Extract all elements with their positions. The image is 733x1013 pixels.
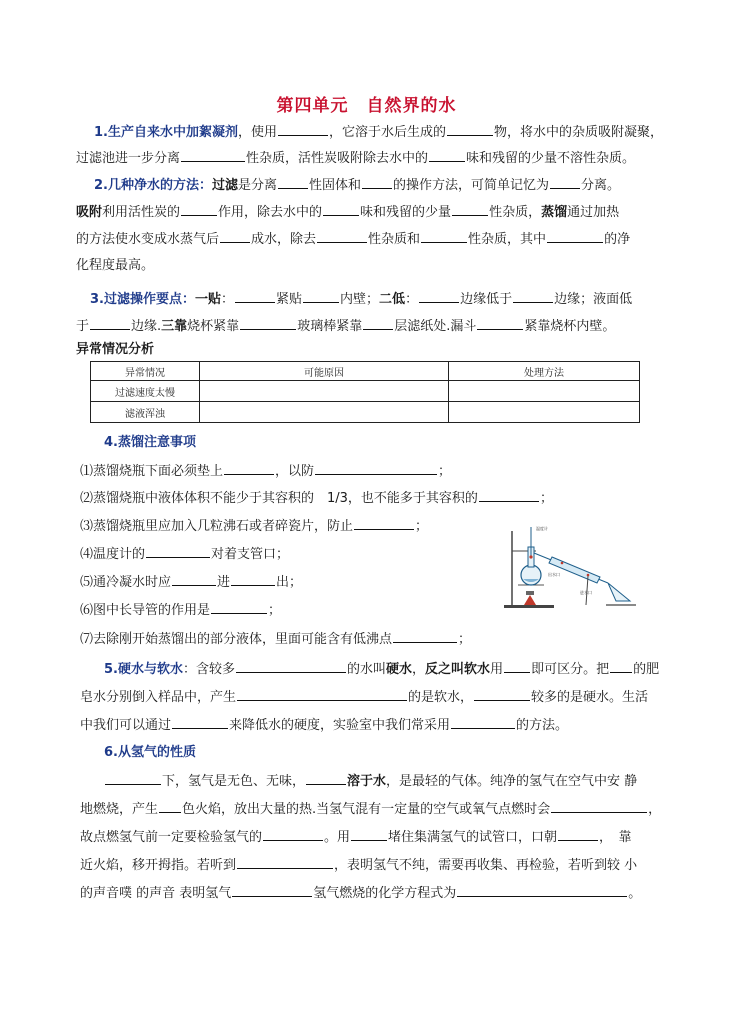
s5-line-3: 中我们可以通过 来降低水的硬度，实验室中我们常采用 的方法。 bbox=[80, 718, 569, 733]
blank[interactable] bbox=[504, 660, 530, 673]
s3-line-1: 3.过滤操作要点：一贴： 紧贴 内壁；二低： 边缘低于 边缘；液面低 bbox=[90, 292, 633, 307]
s2-line-4: 化程度最高。 bbox=[76, 258, 155, 273]
blank[interactable] bbox=[235, 290, 275, 303]
blank[interactable] bbox=[224, 462, 274, 475]
s6-line-5: 的声音噗 的声音 表明氢气 氢气燃烧的化学方程式为 。 bbox=[80, 886, 642, 901]
blank[interactable] bbox=[479, 489, 539, 502]
blank[interactable] bbox=[550, 176, 580, 189]
blank[interactable] bbox=[240, 317, 296, 330]
blank[interactable] bbox=[551, 800, 647, 813]
blank[interactable] bbox=[452, 203, 488, 216]
table-cell-answer[interactable] bbox=[200, 402, 449, 423]
blank[interactable] bbox=[237, 688, 407, 701]
blank[interactable] bbox=[323, 203, 359, 216]
s4-heading: 4.蒸馏注意事项 bbox=[104, 435, 196, 450]
s4-item-3: ⑶蒸馏烧瓶里应加入几粒沸石或者碎瓷片，防止 ； bbox=[80, 519, 429, 534]
thermometer-bulb bbox=[529, 555, 532, 558]
blank[interactable] bbox=[393, 630, 457, 643]
table-cell-answer[interactable] bbox=[200, 381, 449, 402]
blank[interactable] bbox=[457, 884, 627, 897]
s2-line-1: 2.几种净水的方法：过滤是分离 性固体和 的操作方法，可简单记忆为 分离。 bbox=[94, 178, 621, 193]
table-row bbox=[91, 402, 640, 423]
blank[interactable] bbox=[220, 230, 250, 243]
s2-line-3: 的方法使水变成水蒸气后 成水，除去 性杂质和 性杂质，其中 的净 bbox=[76, 232, 631, 247]
table-header-cell: 异常情况 bbox=[91, 362, 200, 381]
blank[interactable] bbox=[419, 290, 459, 303]
s4-item-1: ⑴蒸馏烧瓶下面必须垫上 ，以防 ； bbox=[80, 464, 452, 479]
condenser-port bbox=[587, 574, 590, 577]
blank[interactable] bbox=[474, 688, 530, 701]
blank[interactable] bbox=[231, 573, 275, 586]
blank[interactable] bbox=[351, 828, 387, 841]
blank[interactable] bbox=[306, 772, 346, 785]
blank[interactable] bbox=[146, 545, 210, 558]
blank[interactable] bbox=[90, 317, 130, 330]
s6-line-4: 近火焰，移开拇指。若听到 ，表明氢气不纯，需要再收集、再检验，若听到较 小 bbox=[80, 858, 638, 873]
s3-line-2: 于 边缘.三靠烧杯紧靠 玻璃棒紧靠 层滤纸处.漏斗 紧靠烧杯内壁。 bbox=[76, 319, 616, 334]
blank[interactable] bbox=[558, 828, 598, 841]
blank[interactable] bbox=[477, 317, 523, 330]
blank[interactable] bbox=[232, 884, 312, 897]
table-cell: 过滤速度太慢 bbox=[91, 381, 200, 402]
blank[interactable] bbox=[317, 230, 367, 243]
s6-line-1: 下，氢气是无色、无味， 溶于水，是最轻的气体。纯净的氢气在空气中安 静 bbox=[104, 772, 637, 791]
blank[interactable] bbox=[159, 800, 181, 813]
blank[interactable] bbox=[451, 716, 515, 729]
label-thermometer: 温度计 bbox=[536, 526, 548, 531]
label-water-outlet: 出水口 bbox=[548, 572, 560, 577]
table-cell-answer[interactable] bbox=[449, 381, 640, 402]
s5-line-2: 皂水分别倒入样品中，产生 的是软水， 较多的是硬水。生活 bbox=[80, 690, 649, 705]
s1-line-1: 1.生产自来水中加絮凝剂，使用 ，它溶于水后生成的 物，将水中的杂质吸附凝聚， bbox=[94, 125, 664, 140]
blank[interactable] bbox=[236, 660, 346, 673]
s6-heading: 6.从氢气的性质 bbox=[104, 745, 196, 760]
blank[interactable] bbox=[429, 149, 465, 162]
blank[interactable] bbox=[447, 123, 493, 136]
s1-line-2: 过滤池进一步分离 性杂质，活性炭吸附除去水中的 味和残留的少量不溶性杂质。 bbox=[76, 151, 636, 166]
distillation-apparatus-diagram bbox=[490, 521, 640, 611]
page-title: 第四单元 自然界的水 bbox=[276, 96, 457, 116]
blank[interactable] bbox=[211, 601, 267, 614]
s4-item-5: ⑸通冷凝水时应 进 出； bbox=[80, 575, 303, 590]
burner-flame bbox=[524, 595, 536, 605]
table-header-row bbox=[91, 362, 640, 381]
blank[interactable] bbox=[315, 462, 437, 475]
table-cell: 滤液浑浊 bbox=[91, 402, 200, 423]
blank[interactable] bbox=[105, 772, 161, 785]
s2-line-2: 吸附利用活性炭的 作用，除去水中的 味和残留的少量 性杂质，蒸馏通过加热 bbox=[76, 205, 620, 220]
receiving-flask bbox=[608, 583, 630, 601]
blank[interactable] bbox=[303, 290, 339, 303]
s4-item-4: ⑷温度计的 对着支管口； bbox=[80, 547, 290, 562]
blank[interactable] bbox=[610, 660, 632, 673]
s1-heading: 1.生产自来水中加絮凝剂 bbox=[94, 125, 238, 140]
s6-line-3: 故点燃氢气前一定要检验氢气的 。用 堵住集满氢气的试管口，口朝 ， 靠 bbox=[80, 830, 632, 845]
blank[interactable] bbox=[172, 573, 216, 586]
s2-heading: 2.几种净水的方法： bbox=[94, 178, 212, 193]
blank[interactable] bbox=[172, 716, 228, 729]
table-header-cell: 处理方法 bbox=[449, 362, 640, 381]
blank[interactable] bbox=[362, 176, 392, 189]
s4-item-7: ⑺去除刚开始蒸馏出的部分液体，里面可能含有低沸点 ； bbox=[80, 632, 472, 647]
blank[interactable] bbox=[547, 230, 603, 243]
blank[interactable] bbox=[181, 149, 245, 162]
table-row bbox=[91, 381, 640, 402]
s5-heading: 5.硬水与软水 bbox=[104, 662, 183, 677]
blank[interactable] bbox=[181, 203, 217, 216]
condenser-port bbox=[561, 562, 564, 565]
s4-item-2: ⑵蒸馏烧瓶中液体体积不能少于其容积的 1/3，也不能多于其容积的 ； bbox=[80, 491, 553, 506]
blank[interactable] bbox=[421, 230, 467, 243]
stand-base bbox=[504, 605, 554, 608]
blank[interactable] bbox=[278, 176, 308, 189]
table-header-cell: 可能原因 bbox=[200, 362, 449, 381]
table-caption: 异常情况分析 bbox=[76, 342, 155, 357]
s6-line-2: 地燃烧，产生 色火焰，放出大量的热.当氢气混有一定量的空气或氧气点燃时会 ， bbox=[80, 802, 662, 817]
blank[interactable] bbox=[363, 317, 393, 330]
blank[interactable] bbox=[237, 856, 333, 869]
anomaly-table bbox=[90, 361, 640, 423]
condenser bbox=[549, 557, 600, 583]
label-water-inlet: 进水口 bbox=[580, 590, 592, 595]
s5-line-1: 5.硬水与软水：含较多 的水叫硬水，反之叫软水用 即可区分。把 的肥 bbox=[104, 662, 660, 677]
blank[interactable] bbox=[513, 290, 553, 303]
table-cell-answer[interactable] bbox=[449, 402, 640, 423]
burner bbox=[526, 591, 534, 595]
s3-heading: 3.过滤操作要点： bbox=[90, 292, 195, 307]
s4-item-6: ⑹图中长导管的作用是 ； bbox=[80, 603, 282, 618]
blank[interactable] bbox=[354, 517, 414, 530]
blank[interactable] bbox=[278, 123, 328, 136]
blank[interactable] bbox=[263, 828, 323, 841]
